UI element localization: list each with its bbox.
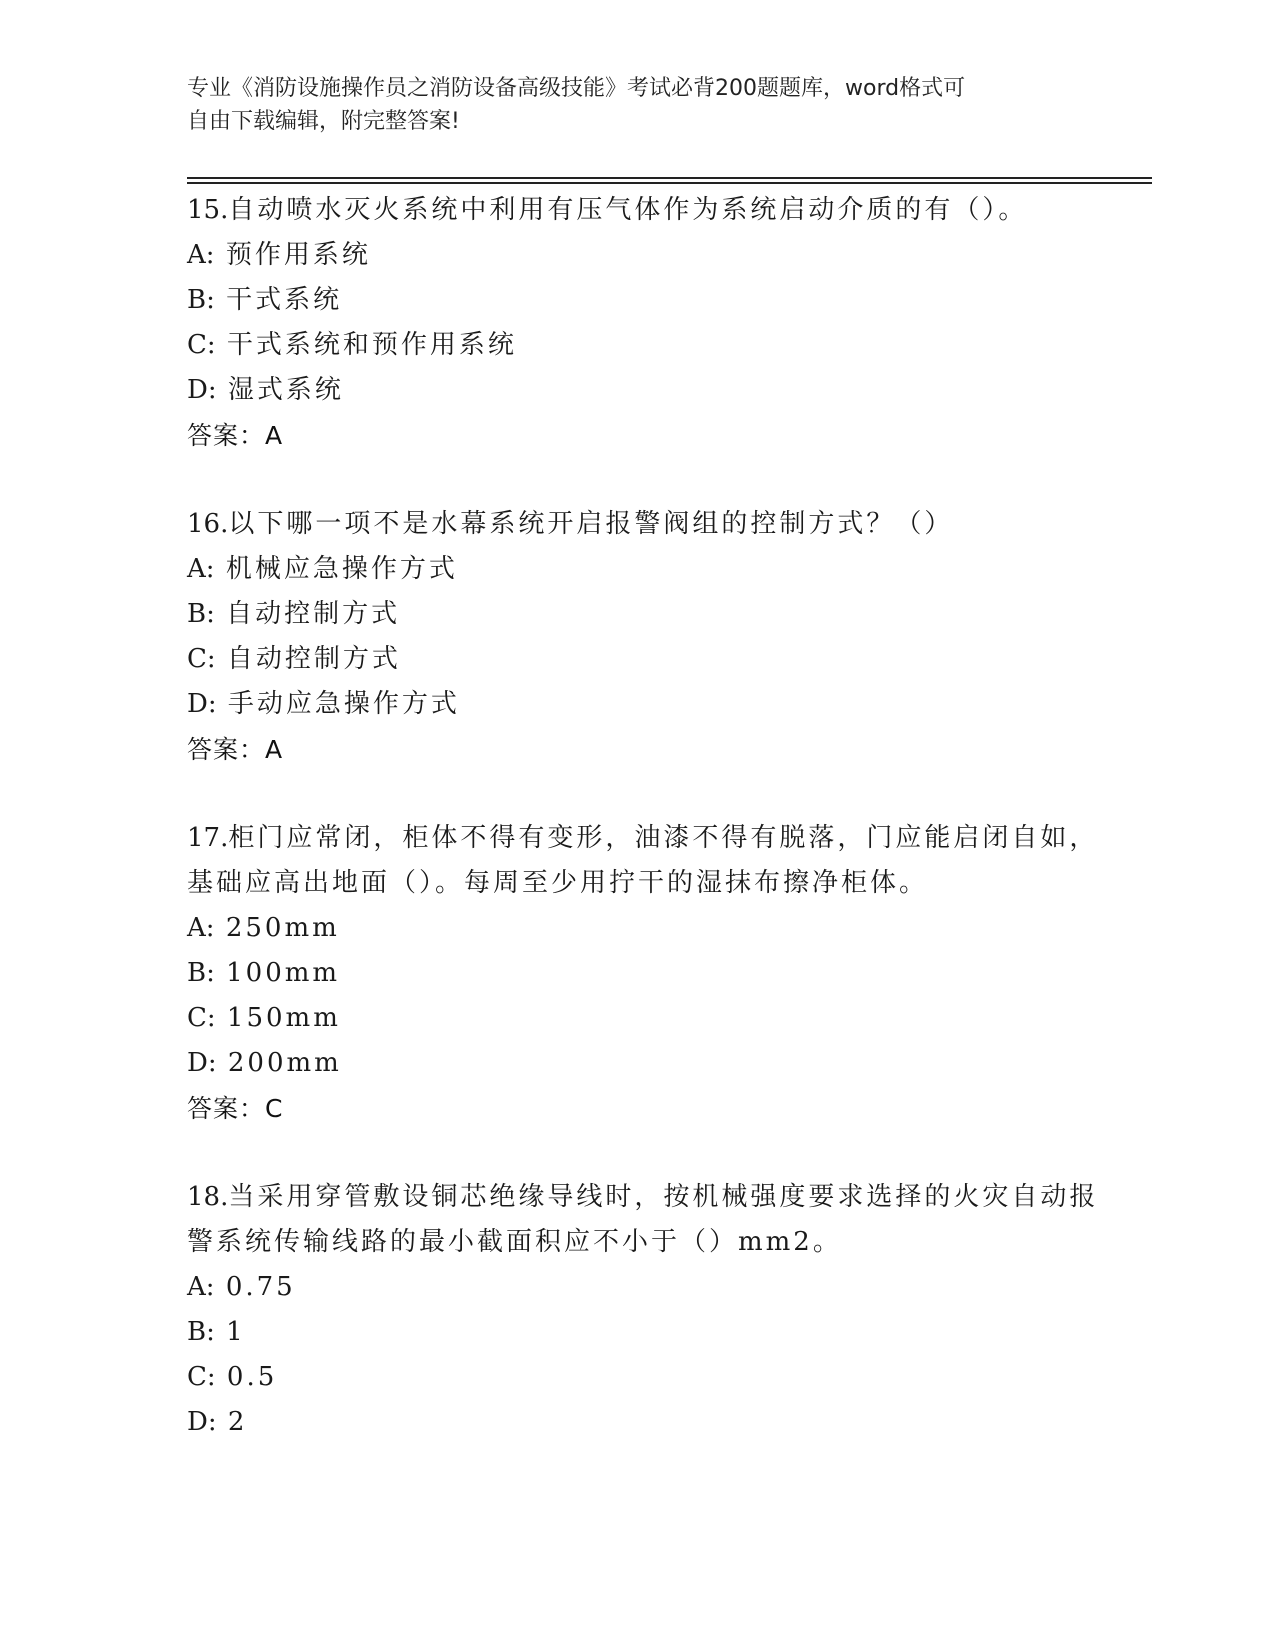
option-text: 100mm bbox=[226, 958, 341, 988]
option-b bbox=[187, 1310, 1117, 1355]
question-17 bbox=[187, 816, 1117, 1131]
answer-line bbox=[187, 727, 1117, 772]
option-letter: D: bbox=[187, 1407, 217, 1437]
answer-value: C bbox=[265, 1094, 284, 1123]
option-letter: C: bbox=[187, 1003, 216, 1033]
option-text: 干式系统和预作用系统 bbox=[226, 330, 517, 360]
question-16 bbox=[187, 502, 1117, 772]
answer-label: 答案： bbox=[187, 1094, 266, 1123]
question-number: 17. bbox=[187, 823, 229, 853]
question-stem bbox=[187, 816, 1117, 906]
question-text: 柜门应常闭，柜体不得有变形，油漆不得有脱落，门应能启闭自如，基础应高出地面（）。每周至少用拧干的湿抹布擦净柜体。 bbox=[187, 823, 1099, 898]
option-letter: B: bbox=[187, 958, 215, 988]
option-text: 1 bbox=[226, 1317, 246, 1347]
header-divider-top bbox=[187, 177, 1152, 179]
option-letter: B: bbox=[187, 599, 215, 629]
option-letter: A: bbox=[187, 554, 215, 584]
option-a bbox=[187, 547, 1117, 592]
question-18 bbox=[187, 1175, 1117, 1445]
option-c bbox=[187, 996, 1117, 1041]
option-a bbox=[187, 233, 1117, 278]
answer-value: A bbox=[265, 735, 284, 764]
option-text: 手动应急操作方式 bbox=[227, 689, 460, 719]
option-letter: C: bbox=[187, 644, 216, 674]
option-d bbox=[187, 682, 1117, 727]
option-text: 0.5 bbox=[226, 1362, 278, 1392]
question-stem bbox=[187, 1175, 1117, 1265]
option-c bbox=[187, 323, 1117, 368]
option-letter: A: bbox=[187, 240, 215, 270]
option-c bbox=[187, 1355, 1117, 1400]
option-text: 150mm bbox=[226, 1003, 341, 1033]
question-15 bbox=[187, 188, 1117, 458]
option-letter: D: bbox=[187, 375, 217, 405]
option-text: 干式系统 bbox=[226, 285, 343, 315]
option-text: 250mm bbox=[225, 913, 340, 943]
question-stem bbox=[187, 502, 1117, 547]
option-letter: D: bbox=[187, 689, 217, 719]
header-line-1: 专业《消防设施操作员之消防设备高级技能》考试必背200题题库，word格式可 bbox=[187, 76, 966, 101]
option-letter: A: bbox=[187, 913, 215, 943]
option-text: 200mm bbox=[227, 1048, 342, 1078]
option-text: 湿式系统 bbox=[227, 375, 344, 405]
option-c bbox=[187, 637, 1117, 682]
answer-label: 答案： bbox=[187, 735, 266, 764]
question-list bbox=[187, 188, 1117, 1489]
option-text: 自动控制方式 bbox=[226, 599, 401, 629]
option-text: 2 bbox=[227, 1407, 248, 1437]
question-number: 15. bbox=[187, 195, 229, 225]
answer-label: 答案： bbox=[187, 421, 266, 450]
answer-line bbox=[187, 413, 1117, 458]
option-text: 机械应急操作方式 bbox=[225, 554, 458, 584]
option-b bbox=[187, 278, 1117, 323]
question-number: 18. bbox=[187, 1182, 229, 1212]
option-d bbox=[187, 1041, 1117, 1086]
document-header bbox=[187, 72, 1067, 138]
option-letter: C: bbox=[187, 330, 216, 360]
option-text: 自动控制方式 bbox=[226, 644, 401, 674]
header-divider-bottom bbox=[187, 182, 1152, 184]
question-text: 自动喷水灭火系统中利用有压气体作为系统启动介质的有（）。 bbox=[228, 195, 1028, 225]
question-number: 16. bbox=[187, 509, 229, 539]
answer-line bbox=[187, 1086, 1117, 1131]
option-b bbox=[187, 592, 1117, 637]
option-d bbox=[187, 368, 1117, 413]
option-letter: A: bbox=[187, 1272, 215, 1302]
option-text: 0.75 bbox=[225, 1272, 296, 1302]
header-line-2: 自由下载编辑，附完整答案! bbox=[187, 109, 460, 134]
question-text: 以下哪一项不是水幕系统开启报警阀组的控制方式？（） bbox=[228, 509, 954, 539]
option-d bbox=[187, 1400, 1117, 1445]
answer-value: A bbox=[265, 421, 284, 450]
option-letter: C: bbox=[187, 1362, 216, 1392]
question-text: 当采用穿管敷设铜芯绝缘导线时，按机械强度要求选择的火灾自动报警系统传输线路的最小截面积应不小于（）mm2。 bbox=[187, 1182, 1099, 1257]
option-letter: B: bbox=[187, 285, 215, 315]
question-stem bbox=[187, 188, 1117, 233]
option-a bbox=[187, 1265, 1117, 1310]
option-text: 预作用系统 bbox=[225, 240, 371, 270]
option-b bbox=[187, 951, 1117, 996]
option-letter: B: bbox=[187, 1317, 215, 1347]
option-letter: D: bbox=[187, 1048, 217, 1078]
option-a bbox=[187, 906, 1117, 951]
